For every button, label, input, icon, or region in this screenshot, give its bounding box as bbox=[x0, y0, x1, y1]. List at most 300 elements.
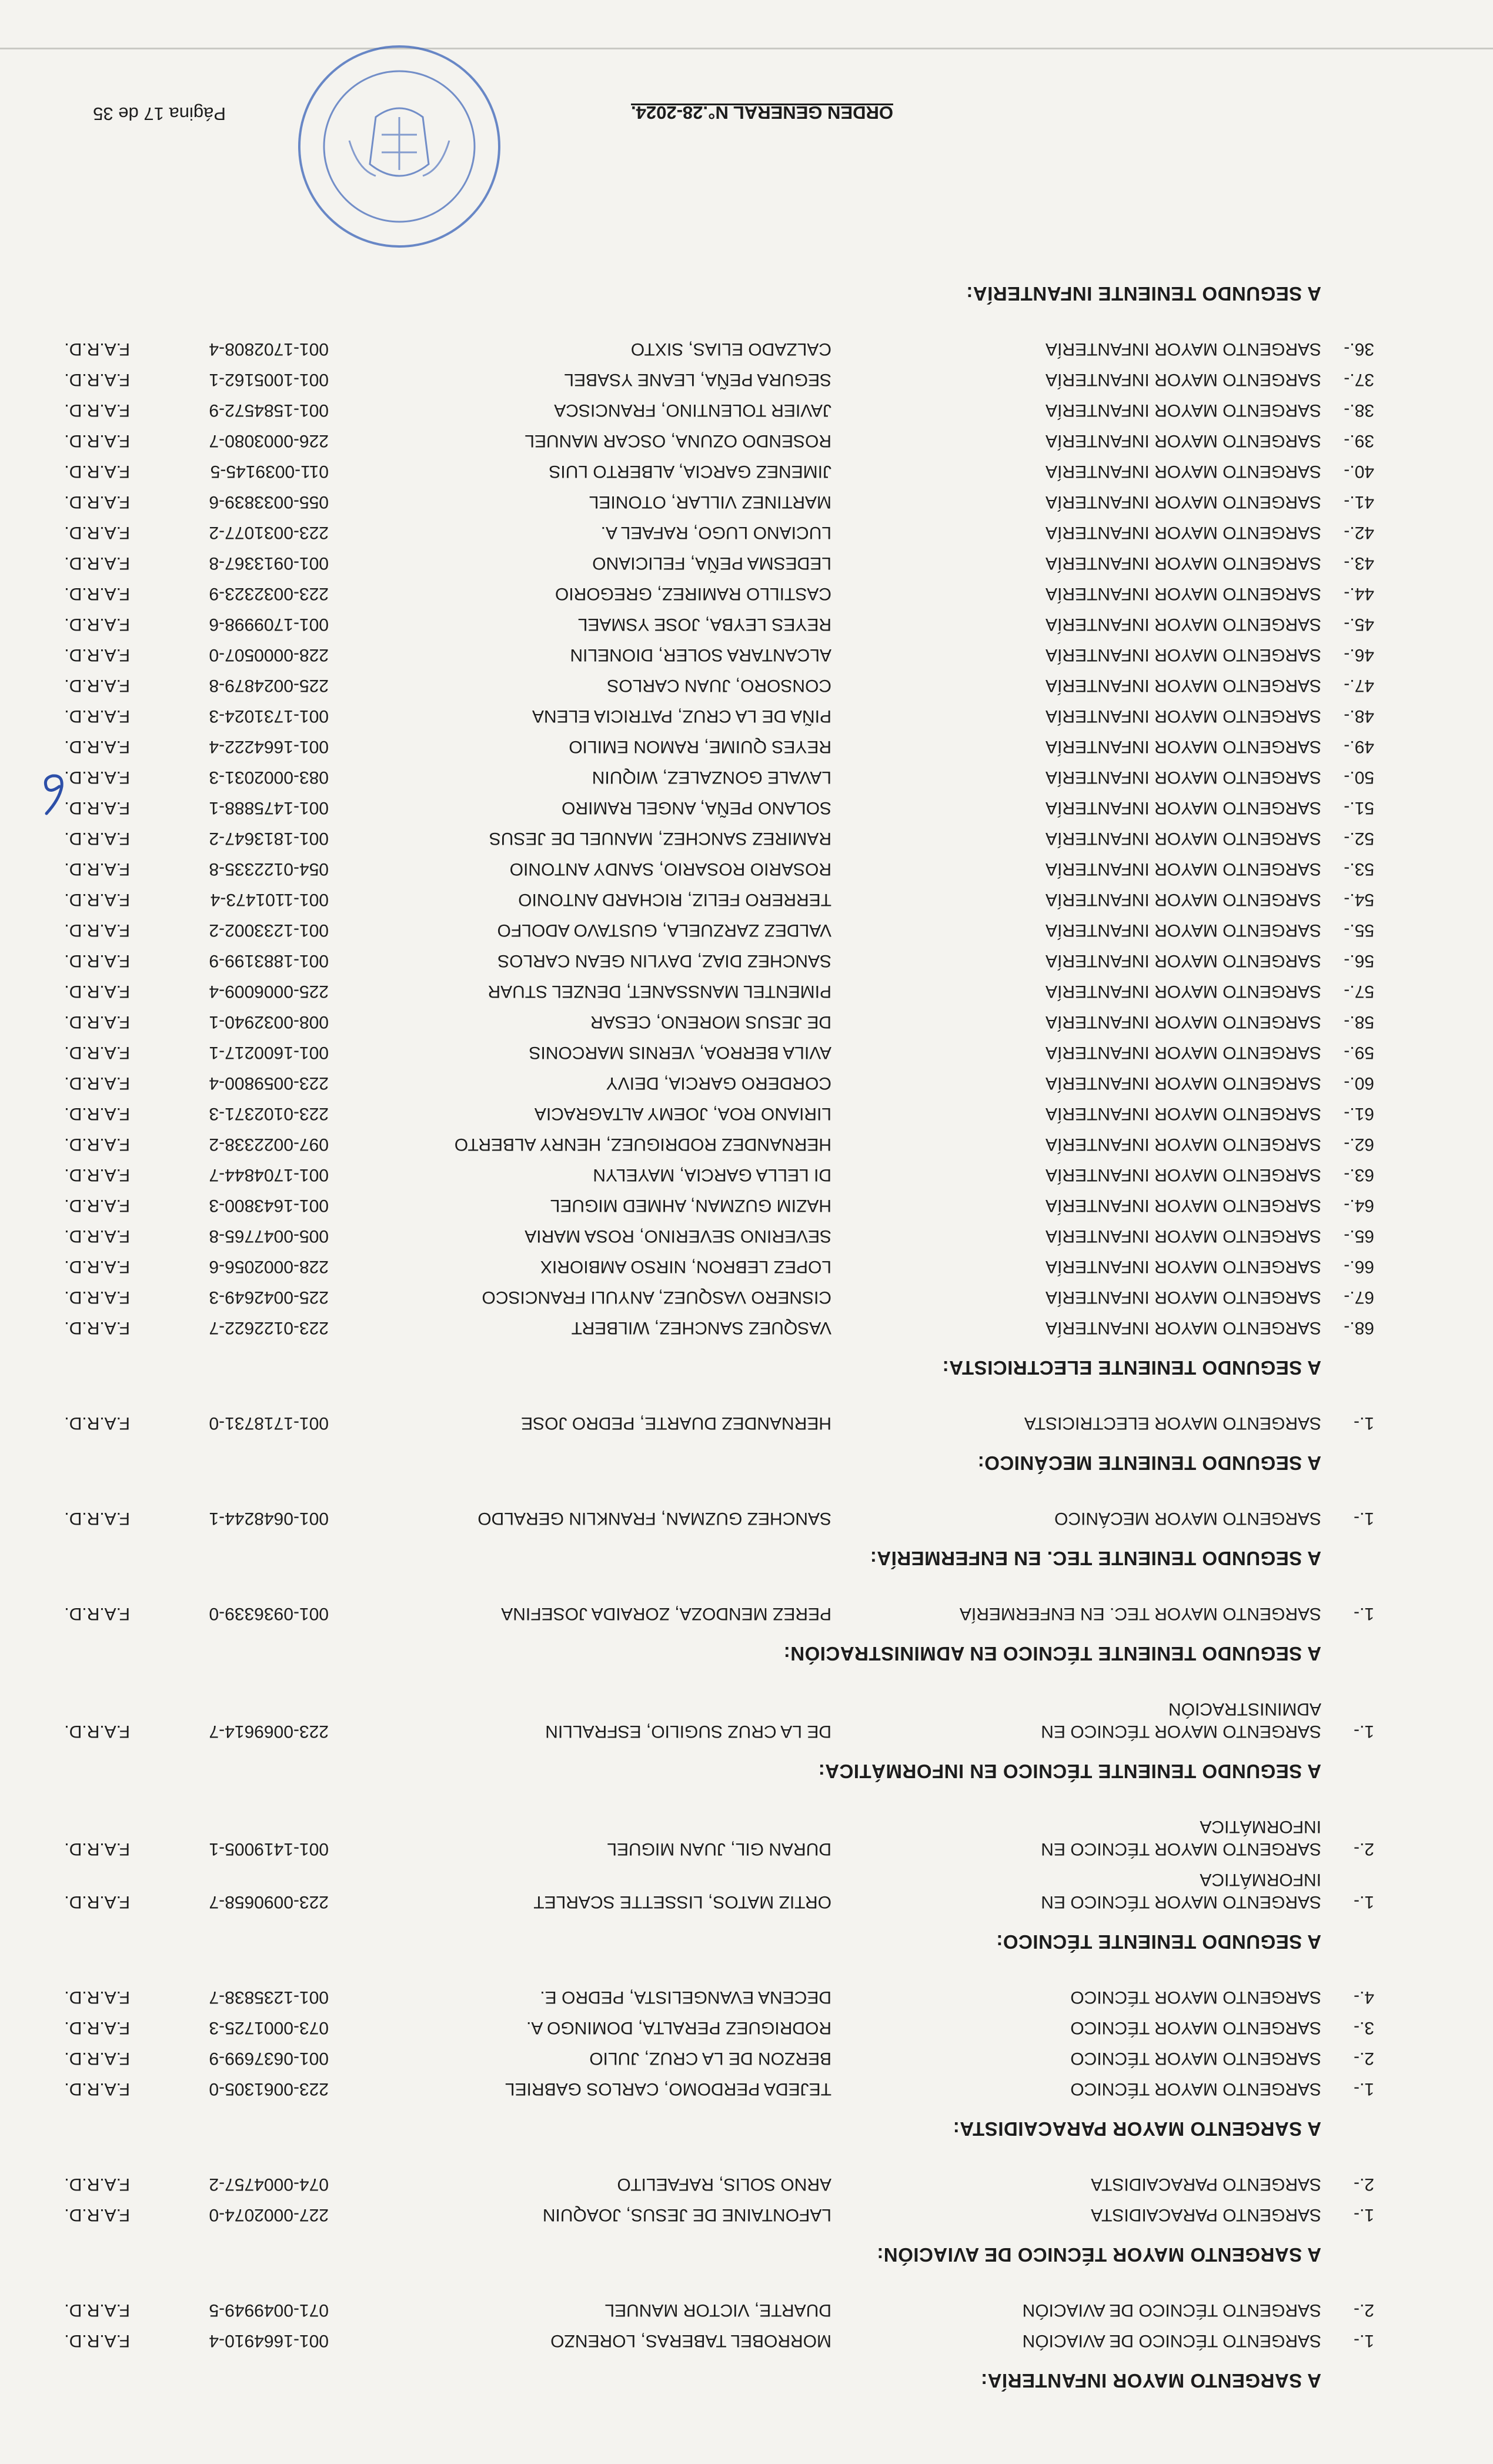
list-row bbox=[0, 521, 1493, 544]
section-heading: A SARGENTO MAYOR TÉCNICO DE AVIACIÓN: bbox=[876, 2244, 1321, 2266]
row-number: 1.- bbox=[1353, 2079, 1374, 2099]
page-number: Página 17 de 35 bbox=[93, 104, 226, 124]
person-name: ARNO SOLIS, RAFAELITO bbox=[617, 2175, 831, 2194]
list-row bbox=[0, 1285, 1493, 1309]
row-number: 1.- bbox=[1353, 1604, 1374, 1623]
promotion-list bbox=[0, 135, 1493, 2464]
unit-label: F.A.R.D. bbox=[64, 768, 130, 787]
rank-text: SARGENTO MAYOR TÉCNICO bbox=[1070, 2018, 1321, 2038]
row-number: 55.- bbox=[1344, 921, 1374, 940]
id-number: 001-1702808-4 bbox=[209, 339, 329, 359]
id-number: 223-0032323-9 bbox=[209, 584, 329, 604]
list-row bbox=[0, 765, 1493, 789]
unit-label: F.A.R.D. bbox=[64, 1012, 130, 1032]
id-number: 083-0002031-3 bbox=[209, 768, 329, 787]
unit-label: F.A.R.D. bbox=[64, 2079, 130, 2099]
rank-text: SARGENTO MAYOR INFANTERÍA bbox=[1046, 1135, 1321, 1154]
unit-label: F.A.R.D. bbox=[64, 829, 130, 848]
id-number: 074-0004757-2 bbox=[209, 2175, 329, 2194]
unit-label: F.A.R.D. bbox=[64, 492, 130, 512]
rank-text: SARGENTO MAYOR INFANTERÍA bbox=[1046, 1226, 1321, 1246]
unit-label: F.A.R.D. bbox=[64, 431, 130, 451]
row-number: 63.- bbox=[1344, 1165, 1374, 1185]
rank-text: SARGENTO MAYOR INFANTERÍA bbox=[1046, 1165, 1321, 1185]
person-name: ROSARIO ROSARIO, SANDY ANTONIO bbox=[509, 859, 831, 879]
rank-text: SARGENTO MAYOR INFANTERÍA bbox=[1046, 676, 1321, 695]
list-row bbox=[0, 1163, 1493, 1186]
rank-text: SARGENTO MAYOR INFANTERÍA bbox=[1046, 768, 1321, 787]
person-name: HERNANDEZ RODRIGUEZ, HENRY ALBERTO bbox=[454, 1135, 831, 1154]
unit-label: F.A.R.D. bbox=[64, 982, 130, 1001]
person-name: CONSORO, JUAN CARLOS bbox=[607, 676, 831, 695]
row-number: 1.- bbox=[1353, 1722, 1374, 1741]
id-number: 228-0000507-0 bbox=[209, 645, 329, 665]
list-row bbox=[0, 643, 1493, 666]
rank-text: SARGENTO MAYOR ELECTRICISTA bbox=[1024, 1413, 1321, 1433]
row-number: 2.- bbox=[1353, 2175, 1374, 2194]
rank-text: SARGENTO MAYOR INFANTERÍA bbox=[1046, 798, 1321, 818]
list-row bbox=[0, 796, 1493, 819]
rank-text: SARGENTO MAYOR INFANTERÍA bbox=[1046, 951, 1321, 971]
unit-label: F.A.R.D. bbox=[64, 1318, 130, 1338]
unit-label: F.A.R.D. bbox=[64, 1257, 130, 1276]
row-number: 4.- bbox=[1353, 1988, 1374, 2007]
id-number: 071-0049949-5 bbox=[209, 2300, 329, 2320]
id-number: 054-0122335-8 bbox=[209, 859, 329, 879]
row-number: 52.- bbox=[1344, 829, 1374, 848]
unit-label: F.A.R.D. bbox=[64, 554, 130, 573]
rank-text-line2: INFORMÁTICA bbox=[1200, 1817, 1321, 1836]
unit-label: F.A.R.D. bbox=[64, 1892, 130, 1912]
person-name: VASQUEZ SANCHEZ, WILBERT bbox=[571, 1318, 831, 1338]
person-name: MARTINEZ VILLAR, OTONIEL bbox=[589, 492, 831, 512]
list-row bbox=[0, 1010, 1493, 1033]
id-number: 011-0039145-5 bbox=[210, 462, 329, 481]
row-number: 1.- bbox=[1353, 2331, 1374, 2350]
unit-label: F.A.R.D. bbox=[64, 401, 130, 420]
id-number: 001-1731024-3 bbox=[209, 706, 329, 726]
row-number: 2.- bbox=[1353, 2049, 1374, 2068]
section-heading: A SEGUNDO TENIENTE INFANTERÍA: bbox=[966, 283, 1321, 305]
unit-label: F.A.R.D. bbox=[64, 1043, 130, 1062]
id-number: 225-0006009-4 bbox=[209, 982, 329, 1001]
rank-text: SARGENTO MAYOR TÉCNICO bbox=[1070, 2049, 1321, 2068]
rank-text: SARGENTO MAYOR INFANTERÍA bbox=[1046, 921, 1321, 940]
row-number: 1.- bbox=[1353, 1509, 1374, 1528]
unit-label: F.A.R.D. bbox=[64, 951, 130, 971]
list-row bbox=[0, 979, 1493, 1003]
id-number: 001-1233002-2 bbox=[209, 921, 329, 940]
person-name: SEVERINO SEVERINO, ROSA MARIA bbox=[525, 1226, 831, 1246]
person-name: ORTIZ MATOS, LISSETTE SCARLET bbox=[533, 1892, 831, 1912]
list-row bbox=[0, 2046, 1493, 2070]
person-name: CORDERO GARCIA, DEIVY bbox=[606, 1073, 831, 1093]
rank-text: SARGENTO MAYOR TÉCNICO EN bbox=[1041, 1892, 1321, 1912]
person-name: TERRERO FELIZ, RICHARD ANTONIO bbox=[518, 890, 831, 909]
list-row bbox=[0, 2172, 1493, 2196]
list-row bbox=[0, 337, 1493, 361]
person-name: CASTILLO RAMIREZ, GREGORIO bbox=[555, 584, 831, 604]
row-number: 50.- bbox=[1344, 768, 1374, 787]
person-name: DURAN GIL, JUAN MIGUEL bbox=[607, 1839, 831, 1859]
unit-label: F.A.R.D. bbox=[64, 737, 130, 756]
person-name: REYES LEYBA, JOSE YSMAEL bbox=[577, 615, 831, 634]
row-number: 39.- bbox=[1344, 431, 1374, 451]
unit-label: F.A.R.D. bbox=[64, 1839, 130, 1859]
person-name: SOLANO PEÑA, ANGEL RAMIRO bbox=[561, 798, 831, 818]
section-heading: A SARGENTO MAYOR INFANTERÍA: bbox=[980, 2370, 1321, 2392]
person-name: REYES QUIME, RAMON EMILIO bbox=[569, 737, 831, 756]
row-number: 54.- bbox=[1344, 890, 1374, 909]
list-row bbox=[0, 857, 1493, 881]
row-number: 65.- bbox=[1344, 1226, 1374, 1246]
id-number: 001-1704844-7 bbox=[209, 1165, 329, 1185]
row-number: 67.- bbox=[1344, 1288, 1374, 1307]
row-number: 1.- bbox=[1353, 2205, 1374, 2225]
unit-label: F.A.R.D. bbox=[64, 645, 130, 665]
rank-text-line2: ADMINISTRACIÓN bbox=[1168, 1699, 1321, 1719]
unit-label: F.A.R.D. bbox=[64, 1104, 130, 1123]
unit-label: F.A.R.D. bbox=[64, 462, 130, 481]
row-number: 49.- bbox=[1344, 737, 1374, 756]
row-number: 51.- bbox=[1344, 798, 1374, 818]
list-row bbox=[0, 368, 1493, 391]
unit-label: F.A.R.D. bbox=[64, 2175, 130, 2194]
row-number: 61.- bbox=[1344, 1104, 1374, 1123]
rank-text: SARGENTO MAYOR INFANTERÍA bbox=[1046, 401, 1321, 420]
id-number: 001-0913367-8 bbox=[209, 554, 329, 573]
section-heading: A SEGUNDO TENIENTE TÉCNICO EN ADMINISTRACIÓN: bbox=[783, 1643, 1321, 1665]
row-number: 60.- bbox=[1344, 1073, 1374, 1093]
rank-text: SARGENTO MAYOR TÉCNICO EN bbox=[1041, 1839, 1321, 1859]
unit-label: F.A.R.D. bbox=[64, 1413, 130, 1433]
person-name: ROSENDO OZUNA, OSCAR MANUEL bbox=[525, 431, 831, 451]
row-number: 68.- bbox=[1344, 1318, 1374, 1338]
rank-text: SARGENTO MAYOR INFANTERÍA bbox=[1046, 492, 1321, 512]
row-number: 59.- bbox=[1344, 1043, 1374, 1062]
rank-text-line2: INFORMÁTICA bbox=[1200, 1870, 1321, 1889]
list-row bbox=[0, 1890, 1493, 1913]
rank-text: SARGENTO MAYOR INFANTERÍA bbox=[1046, 615, 1321, 634]
unit-label: F.A.R.D. bbox=[64, 798, 130, 818]
person-name: DI LELLA GARCIA, MAYELYN bbox=[593, 1165, 831, 1185]
person-name: LOPEZ LEBRON, NIRSO AMBIORIX bbox=[540, 1257, 831, 1276]
id-number: 001-1718731-0 bbox=[209, 1413, 329, 1433]
list-row bbox=[0, 1071, 1493, 1095]
list-row bbox=[0, 1193, 1493, 1217]
person-name: SEGURA PEÑA, LEANE YSABEL bbox=[564, 370, 831, 389]
row-number: 1.- bbox=[1353, 1892, 1374, 1912]
row-number: 48.- bbox=[1344, 706, 1374, 726]
list-row bbox=[0, 429, 1493, 452]
official-seal-stamp bbox=[293, 41, 505, 252]
id-number: 001-1883199-9 bbox=[209, 951, 329, 971]
unit-label: F.A.R.D. bbox=[64, 1226, 130, 1246]
list-row bbox=[0, 1132, 1493, 1156]
list-row bbox=[0, 2298, 1493, 2322]
rank-text: SARGENTO MAYOR INFANTERÍA bbox=[1046, 431, 1321, 451]
rank-text: SARGENTO MAYOR INFANTERÍA bbox=[1046, 1043, 1321, 1062]
person-name: HAZIM GUZMAN, AHMED MIGUEL bbox=[550, 1196, 831, 1215]
person-name: HERNANDEZ DUARTE, PEDRO JOSE bbox=[521, 1413, 831, 1433]
person-name: MORROBEL TABERAS, LORENZO bbox=[550, 2331, 831, 2350]
list-row bbox=[0, 2329, 1493, 2352]
unit-label: F.A.R.D. bbox=[64, 2018, 130, 2038]
row-number: 2.- bbox=[1353, 1839, 1374, 1859]
person-name: LAFONTAINE DE JESUS, JOAQUIN bbox=[542, 2205, 831, 2225]
id-number: 001-0637699-9 bbox=[209, 2049, 329, 2068]
row-number: 36.- bbox=[1344, 339, 1374, 359]
rank-text: SARGENTO MAYOR INFANTERÍA bbox=[1046, 339, 1321, 359]
rank-text: SARGENTO MAYOR INFANTERÍA bbox=[1046, 462, 1321, 481]
row-number: 53.- bbox=[1344, 859, 1374, 879]
unit-label: F.A.R.D. bbox=[64, 1073, 130, 1093]
unit-label: F.A.R.D. bbox=[64, 890, 130, 909]
id-number: 001-1419005-1 bbox=[209, 1839, 329, 1859]
list-row bbox=[0, 1411, 1493, 1435]
person-name: LEDESMA PEÑA, FELICIANO bbox=[592, 554, 831, 573]
rank-text: SARGENTO MAYOR INFANTERÍA bbox=[1046, 737, 1321, 756]
rank-text: SARGENTO MAYOR TÉCNICO bbox=[1070, 1988, 1321, 2007]
id-number: 055-0033839-6 bbox=[209, 492, 329, 512]
person-name: PEREZ MENDOZA, ZORAIDA JOSEFINA bbox=[501, 1604, 831, 1623]
list-row bbox=[0, 1102, 1493, 1125]
person-name: SANCHEZ GUZMAN, FRANKLIN GERALDO bbox=[477, 1509, 831, 1528]
id-number: 223-0102371-3 bbox=[209, 1104, 329, 1123]
id-number: 001-1643800-3 bbox=[209, 1196, 329, 1215]
rank-text: SARGENTO TÉCNICO DE AVIACIÓN bbox=[1022, 2300, 1321, 2320]
rank-text: SARGENTO PARACAIDISTA bbox=[1091, 2205, 1321, 2225]
list-row bbox=[0, 673, 1493, 697]
list-row bbox=[0, 582, 1493, 605]
unit-label: F.A.R.D. bbox=[64, 1135, 130, 1154]
id-number: 008-0032940-1 bbox=[209, 1012, 329, 1032]
person-name: JAVIER TOLENTINO, FRANCISCA bbox=[554, 401, 831, 420]
row-number: 40.- bbox=[1344, 462, 1374, 481]
list-row bbox=[0, 2016, 1493, 2039]
list-row bbox=[0, 490, 1493, 514]
rank-text: SARGENTO MAYOR INFANTERÍA bbox=[1046, 1318, 1321, 1338]
person-name: PIÑA DE LA CRUZ, PATRICIA ELENA bbox=[532, 706, 831, 726]
list-row bbox=[0, 1602, 1493, 1625]
person-name: DUARTE, VICTOR MANUEL bbox=[604, 2300, 831, 2320]
id-number: 001-1005162-1 bbox=[209, 370, 329, 389]
id-number: 228-0002056-6 bbox=[209, 1257, 329, 1276]
id-number: 001-0936339-0 bbox=[209, 1604, 329, 1623]
id-number: 223-0090658-7 bbox=[209, 1892, 329, 1912]
section-heading: A SEGUNDO TENIENTE MECÁNICO: bbox=[977, 1452, 1321, 1474]
rank-text: SARGENTO MAYOR INFANTERÍA bbox=[1046, 890, 1321, 909]
unit-label: F.A.R.D. bbox=[64, 1722, 130, 1741]
list-row bbox=[0, 1719, 1493, 1743]
list-row bbox=[0, 2077, 1493, 2100]
list-row bbox=[0, 704, 1493, 728]
list-row bbox=[0, 551, 1493, 575]
rank-text: SARGENTO MAYOR INFANTERÍA bbox=[1046, 1288, 1321, 1307]
section-heading: A SARGENTO MAYOR PARACAIDISTA: bbox=[953, 2118, 1321, 2140]
unit-label: F.A.R.D. bbox=[64, 1196, 130, 1215]
id-number: 227-0002074-0 bbox=[209, 2205, 329, 2225]
document-title: ORDEN GENERAL N°.28-2024. bbox=[631, 102, 893, 123]
unit-label: F.A.R.D. bbox=[64, 1288, 130, 1307]
rank-text: SARGENTO MAYOR INFANTERÍA bbox=[1046, 1104, 1321, 1123]
rank-text: SARGENTO MAYOR INFANTERÍA bbox=[1046, 1012, 1321, 1032]
rank-text: SARGENTO MAYOR INFANTERÍA bbox=[1046, 523, 1321, 542]
row-number: 66.- bbox=[1344, 1257, 1374, 1276]
id-number: 001-1664910-4 bbox=[209, 2331, 329, 2350]
person-name: JIMENEZ GARCIA, ALBERTO LUIS bbox=[549, 462, 831, 481]
rank-text: SARGENTO MAYOR TEC. EN ENFERMERÍA bbox=[959, 1604, 1321, 1623]
list-row-continuation bbox=[0, 1868, 1493, 1891]
unit-label: F.A.R.D. bbox=[64, 2205, 130, 2225]
person-name: CALZADO ELIAS, SIXTO bbox=[630, 339, 831, 359]
person-name: ALCANTARA SOLER, DIONELIN bbox=[570, 645, 831, 665]
row-number: 43.- bbox=[1344, 554, 1374, 573]
row-number: 46.- bbox=[1344, 645, 1374, 665]
list-row-continuation bbox=[0, 1815, 1493, 1838]
row-number: 45.- bbox=[1344, 615, 1374, 634]
rank-text: SARGENTO MAYOR TÉCNICO bbox=[1070, 2079, 1321, 2099]
list-row bbox=[0, 398, 1493, 422]
unit-label: F.A.R.D. bbox=[64, 370, 130, 389]
id-number: 225-0024879-8 bbox=[209, 676, 329, 695]
rank-text: SARGENTO MAYOR INFANTERÍA bbox=[1046, 1196, 1321, 1215]
unit-label: F.A.R.D. bbox=[64, 2331, 130, 2350]
list-row bbox=[0, 612, 1493, 636]
rank-text: SARGENTO MAYOR INFANTERÍA bbox=[1046, 554, 1321, 573]
unit-label: F.A.R.D. bbox=[64, 2049, 130, 2068]
id-number: 001-1584572-9 bbox=[209, 401, 329, 420]
person-name: AVILA BERROA, VERNIS MARCONIS bbox=[529, 1043, 831, 1062]
id-number: 001-1600217-1 bbox=[209, 1043, 329, 1062]
rank-text: SARGENTO MAYOR INFANTERÍA bbox=[1046, 1073, 1321, 1093]
paper-fold-line bbox=[0, 48, 1493, 49]
id-number: 223-0031077-2 bbox=[209, 523, 329, 542]
section-heading: A SEGUNDO TENIENTE TEC. EN ENFERMERÍA: bbox=[870, 1548, 1321, 1569]
id-number: 073-0001725-3 bbox=[209, 2018, 329, 2038]
section-heading: A SEGUNDO TENIENTE TÉCNICO: bbox=[996, 1931, 1321, 1953]
row-number: 1.- bbox=[1353, 1413, 1374, 1433]
row-number: 2.- bbox=[1353, 2300, 1374, 2320]
id-number: 097-0022338-2 bbox=[209, 1135, 329, 1154]
id-number: 223-0069614-7 bbox=[209, 1722, 329, 1741]
id-number: 001-1475888-1 bbox=[209, 798, 329, 818]
list-row bbox=[0, 1255, 1493, 1278]
section-heading: A SEGUNDO TENIENTE ELECTRICISTA: bbox=[942, 1357, 1321, 1379]
unit-label: F.A.R.D. bbox=[64, 339, 130, 359]
row-number: 64.- bbox=[1344, 1196, 1374, 1215]
id-number: 001-1813647-2 bbox=[209, 829, 329, 848]
rank-text: SARGENTO MAYOR INFANTERÍA bbox=[1046, 829, 1321, 848]
row-number: 56.- bbox=[1344, 951, 1374, 971]
list-row bbox=[0, 459, 1493, 483]
list-row bbox=[0, 1837, 1493, 1860]
list-row bbox=[0, 1985, 1493, 2009]
id-number: 226-0003080-7 bbox=[209, 431, 329, 451]
row-number: 42.- bbox=[1344, 523, 1374, 542]
rank-text: SARGENTO MAYOR MECÁNICO bbox=[1054, 1509, 1321, 1528]
unit-label: F.A.R.D. bbox=[64, 523, 130, 542]
person-name: TEJEDA PERDOMO, CARLOS GABRIEL bbox=[505, 2079, 831, 2099]
list-row bbox=[0, 1316, 1493, 1339]
list-row bbox=[0, 918, 1493, 942]
list-row bbox=[0, 1041, 1493, 1064]
id-number: 001-1235838-7 bbox=[209, 1988, 329, 2007]
id-number: 001-1664222-4 bbox=[209, 737, 329, 756]
row-number: 37.- bbox=[1344, 370, 1374, 389]
row-number: 62.- bbox=[1344, 1135, 1374, 1154]
person-name: RAMIREZ SANCHEZ, MANUEL DE JESUS bbox=[489, 829, 831, 848]
person-name: BERZON DE LA CRUZ, JULIO bbox=[589, 2049, 831, 2068]
list-row bbox=[0, 735, 1493, 758]
unit-label: F.A.R.D. bbox=[64, 676, 130, 695]
rank-text: SARGENTO MAYOR INFANTERÍA bbox=[1046, 706, 1321, 726]
person-name: SANCHEZ DIAZ, DAYLIN GEAN CARLOS bbox=[497, 951, 831, 971]
person-name: DE LA CRUZ SUGILIO, ESFRALLIN bbox=[545, 1722, 831, 1741]
list-row bbox=[0, 2203, 1493, 2226]
person-name: PIMENTEL MANSSANET, DENZEL STUAR bbox=[487, 982, 831, 1001]
rank-text: SARGENTO MAYOR INFANTERÍA bbox=[1046, 370, 1321, 389]
rank-text: SARGENTO MAYOR INFANTERÍA bbox=[1046, 645, 1321, 665]
unit-label: F.A.R.D. bbox=[64, 2300, 130, 2320]
id-number: 225-0042649-3 bbox=[209, 1288, 329, 1307]
person-name: VALDEZ ZARZUELA, GUSTAVO ADOLFO bbox=[497, 921, 831, 940]
person-name: LAVALE GONZALEZ, WIQUIN bbox=[592, 768, 831, 787]
id-number: 223-0059800-4 bbox=[209, 1073, 329, 1093]
person-name: RODRIGUEZ PERALTA, DOMINGO A. bbox=[526, 2018, 831, 2038]
id-number: 005-0047765-8 bbox=[209, 1226, 329, 1246]
unit-label: F.A.R.D. bbox=[64, 706, 130, 726]
person-name: CISNERO VASQUEZ, ANYULI FRANCISCO bbox=[482, 1288, 831, 1307]
list-row-continuation bbox=[0, 1697, 1493, 1721]
list-row bbox=[0, 1506, 1493, 1530]
row-number: 41.- bbox=[1344, 492, 1374, 512]
rank-text: SARGENTO PARACAIDISTA bbox=[1091, 2175, 1321, 2194]
list-row bbox=[0, 1224, 1493, 1248]
row-number: 47.- bbox=[1344, 676, 1374, 695]
unit-label: F.A.R.D. bbox=[64, 615, 130, 634]
row-number: 44.- bbox=[1344, 584, 1374, 604]
id-number: 223-0061305-0 bbox=[209, 2079, 329, 2099]
id-number: 223-0122622-7 bbox=[209, 1318, 329, 1338]
rank-text: SARGENTO MAYOR INFANTERÍA bbox=[1046, 982, 1321, 1001]
section-heading: A SEGUNDO TENIENTE TÉCNICO EN INFORMÁTICA: bbox=[818, 1761, 1321, 1782]
unit-label: F.A.R.D. bbox=[64, 921, 130, 940]
list-row bbox=[0, 949, 1493, 972]
rank-text: SARGENTO MAYOR INFANTERÍA bbox=[1046, 859, 1321, 879]
unit-label: F.A.R.D. bbox=[64, 859, 130, 879]
unit-label: F.A.R.D. bbox=[64, 1509, 130, 1528]
row-number: 58.- bbox=[1344, 1012, 1374, 1032]
id-number: 001-0648244-1 bbox=[209, 1509, 329, 1528]
rank-text: SARGENTO MAYOR INFANTERÍA bbox=[1046, 1257, 1321, 1276]
list-row bbox=[0, 888, 1493, 911]
row-number: 38.- bbox=[1344, 401, 1374, 420]
id-number: 001-1709998-6 bbox=[209, 615, 329, 634]
person-name: LUCIANO LUGO, RAFAEL A. bbox=[600, 523, 831, 542]
list-row bbox=[0, 826, 1493, 850]
unit-label: F.A.R.D. bbox=[64, 1604, 130, 1623]
rank-text: SARGENTO TÉCNICO DE AVIACIÓN bbox=[1022, 2331, 1321, 2350]
person-name: LIRIANO ROA, JOEMY ALTAGRACIA bbox=[534, 1104, 831, 1123]
person-name: DECENA EVANGELISTA, PEDRO E. bbox=[540, 1988, 831, 2007]
row-number: 57.- bbox=[1344, 982, 1374, 1001]
unit-label: F.A.R.D. bbox=[64, 1988, 130, 2007]
rank-text: SARGENTO MAYOR INFANTERÍA bbox=[1046, 584, 1321, 604]
unit-label: F.A.R.D. bbox=[64, 1165, 130, 1185]
handwritten-mark bbox=[35, 770, 70, 817]
rank-text: SARGENTO MAYOR TÉCNICO EN bbox=[1041, 1722, 1321, 1741]
